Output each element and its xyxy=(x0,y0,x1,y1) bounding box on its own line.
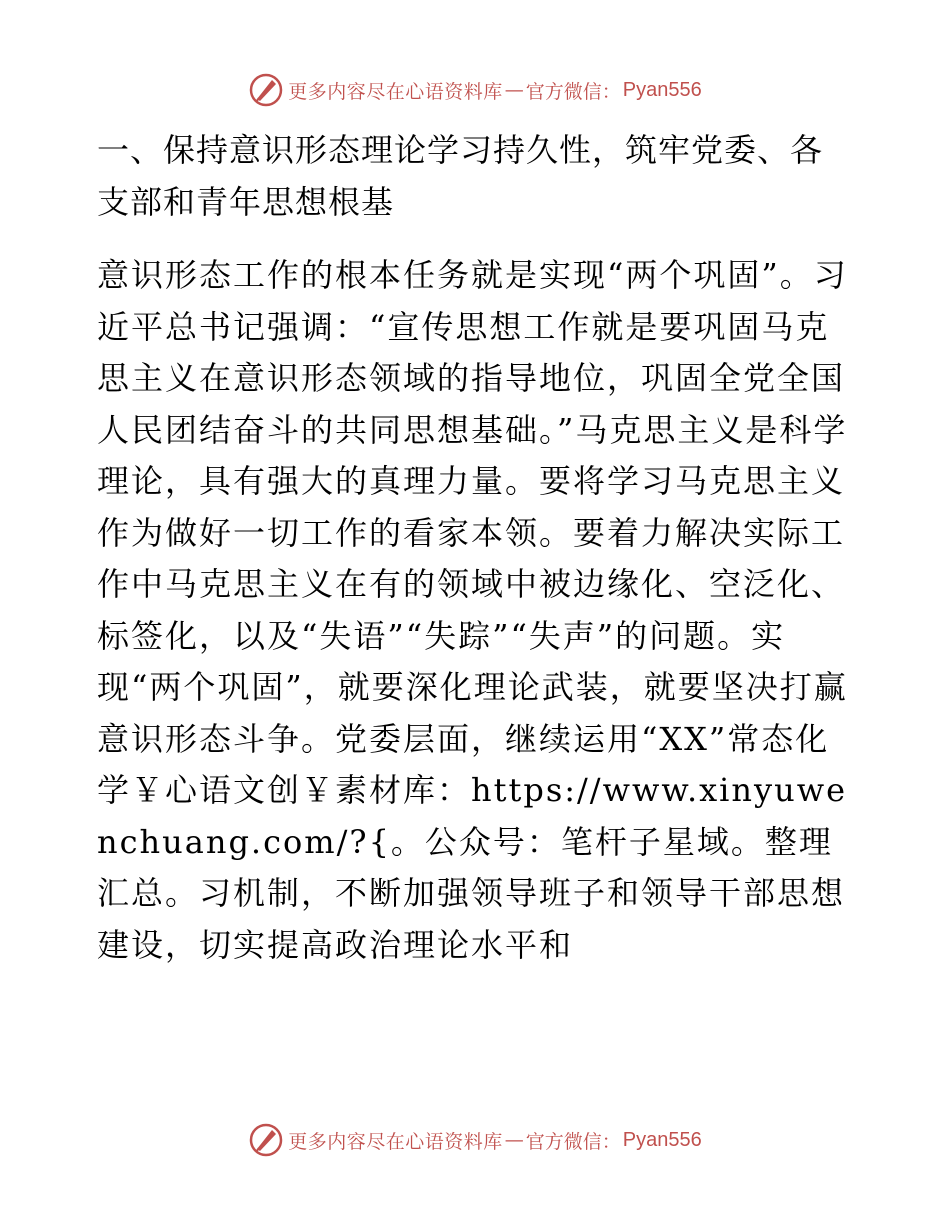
banner-dash: — xyxy=(504,1129,524,1151)
body-paragraph: 意识形态工作的根本任务就是实现“两个巩固”。习近平总书记强调：“宣传思想工作就是要巩固马克思主义在意识形态领域的指导地位，巩固全党全国人民团结奋斗的共同思想基础。”马克思主义是科学理论，具有强大的真理力量。要将学习马克思主义作为做好一切工作的看家本领。要着力解决实际工作中马克思主义在有的领域中被边缘化、空泛化、标签化，以及“失语”“失踪”“失声”的问题。实现“两个巩固”，就要深化理论武装，就要坚决打赢意识形态斗争。党委层面，继续运用“XX”常态化学￥心语文创￥素材库：https://www.xinyuwenchuang.com/?{。公众号：笔杆子星域。整理汇总。习机制，不断加强领导班子和领导干部思想建设，切实提高政治理论水平和 xyxy=(97,256,848,964)
quill-ink-logo-icon xyxy=(248,72,284,108)
banner-contact-id: Pyan556 xyxy=(622,1128,702,1151)
footer-banner xyxy=(0,1120,950,1160)
section-heading: 一、保持意识形态理论学习持久性，筑牢党委、各支部和青年思想根基 xyxy=(97,131,824,221)
document-body xyxy=(97,124,853,971)
banner-contact-label: 官方微信： xyxy=(525,1130,621,1153)
banner-contact-id: Pyan556 xyxy=(622,78,702,101)
banner-text: 更多内容尽在心语资料库 xyxy=(288,80,503,103)
banner-text: 更多内容尽在心语资料库 xyxy=(288,1130,503,1153)
banner-dash: — xyxy=(504,79,524,101)
banner-contact-label: 官方微信： xyxy=(525,80,621,103)
header-banner xyxy=(0,70,950,110)
quill-ink-logo-icon xyxy=(248,1122,284,1158)
